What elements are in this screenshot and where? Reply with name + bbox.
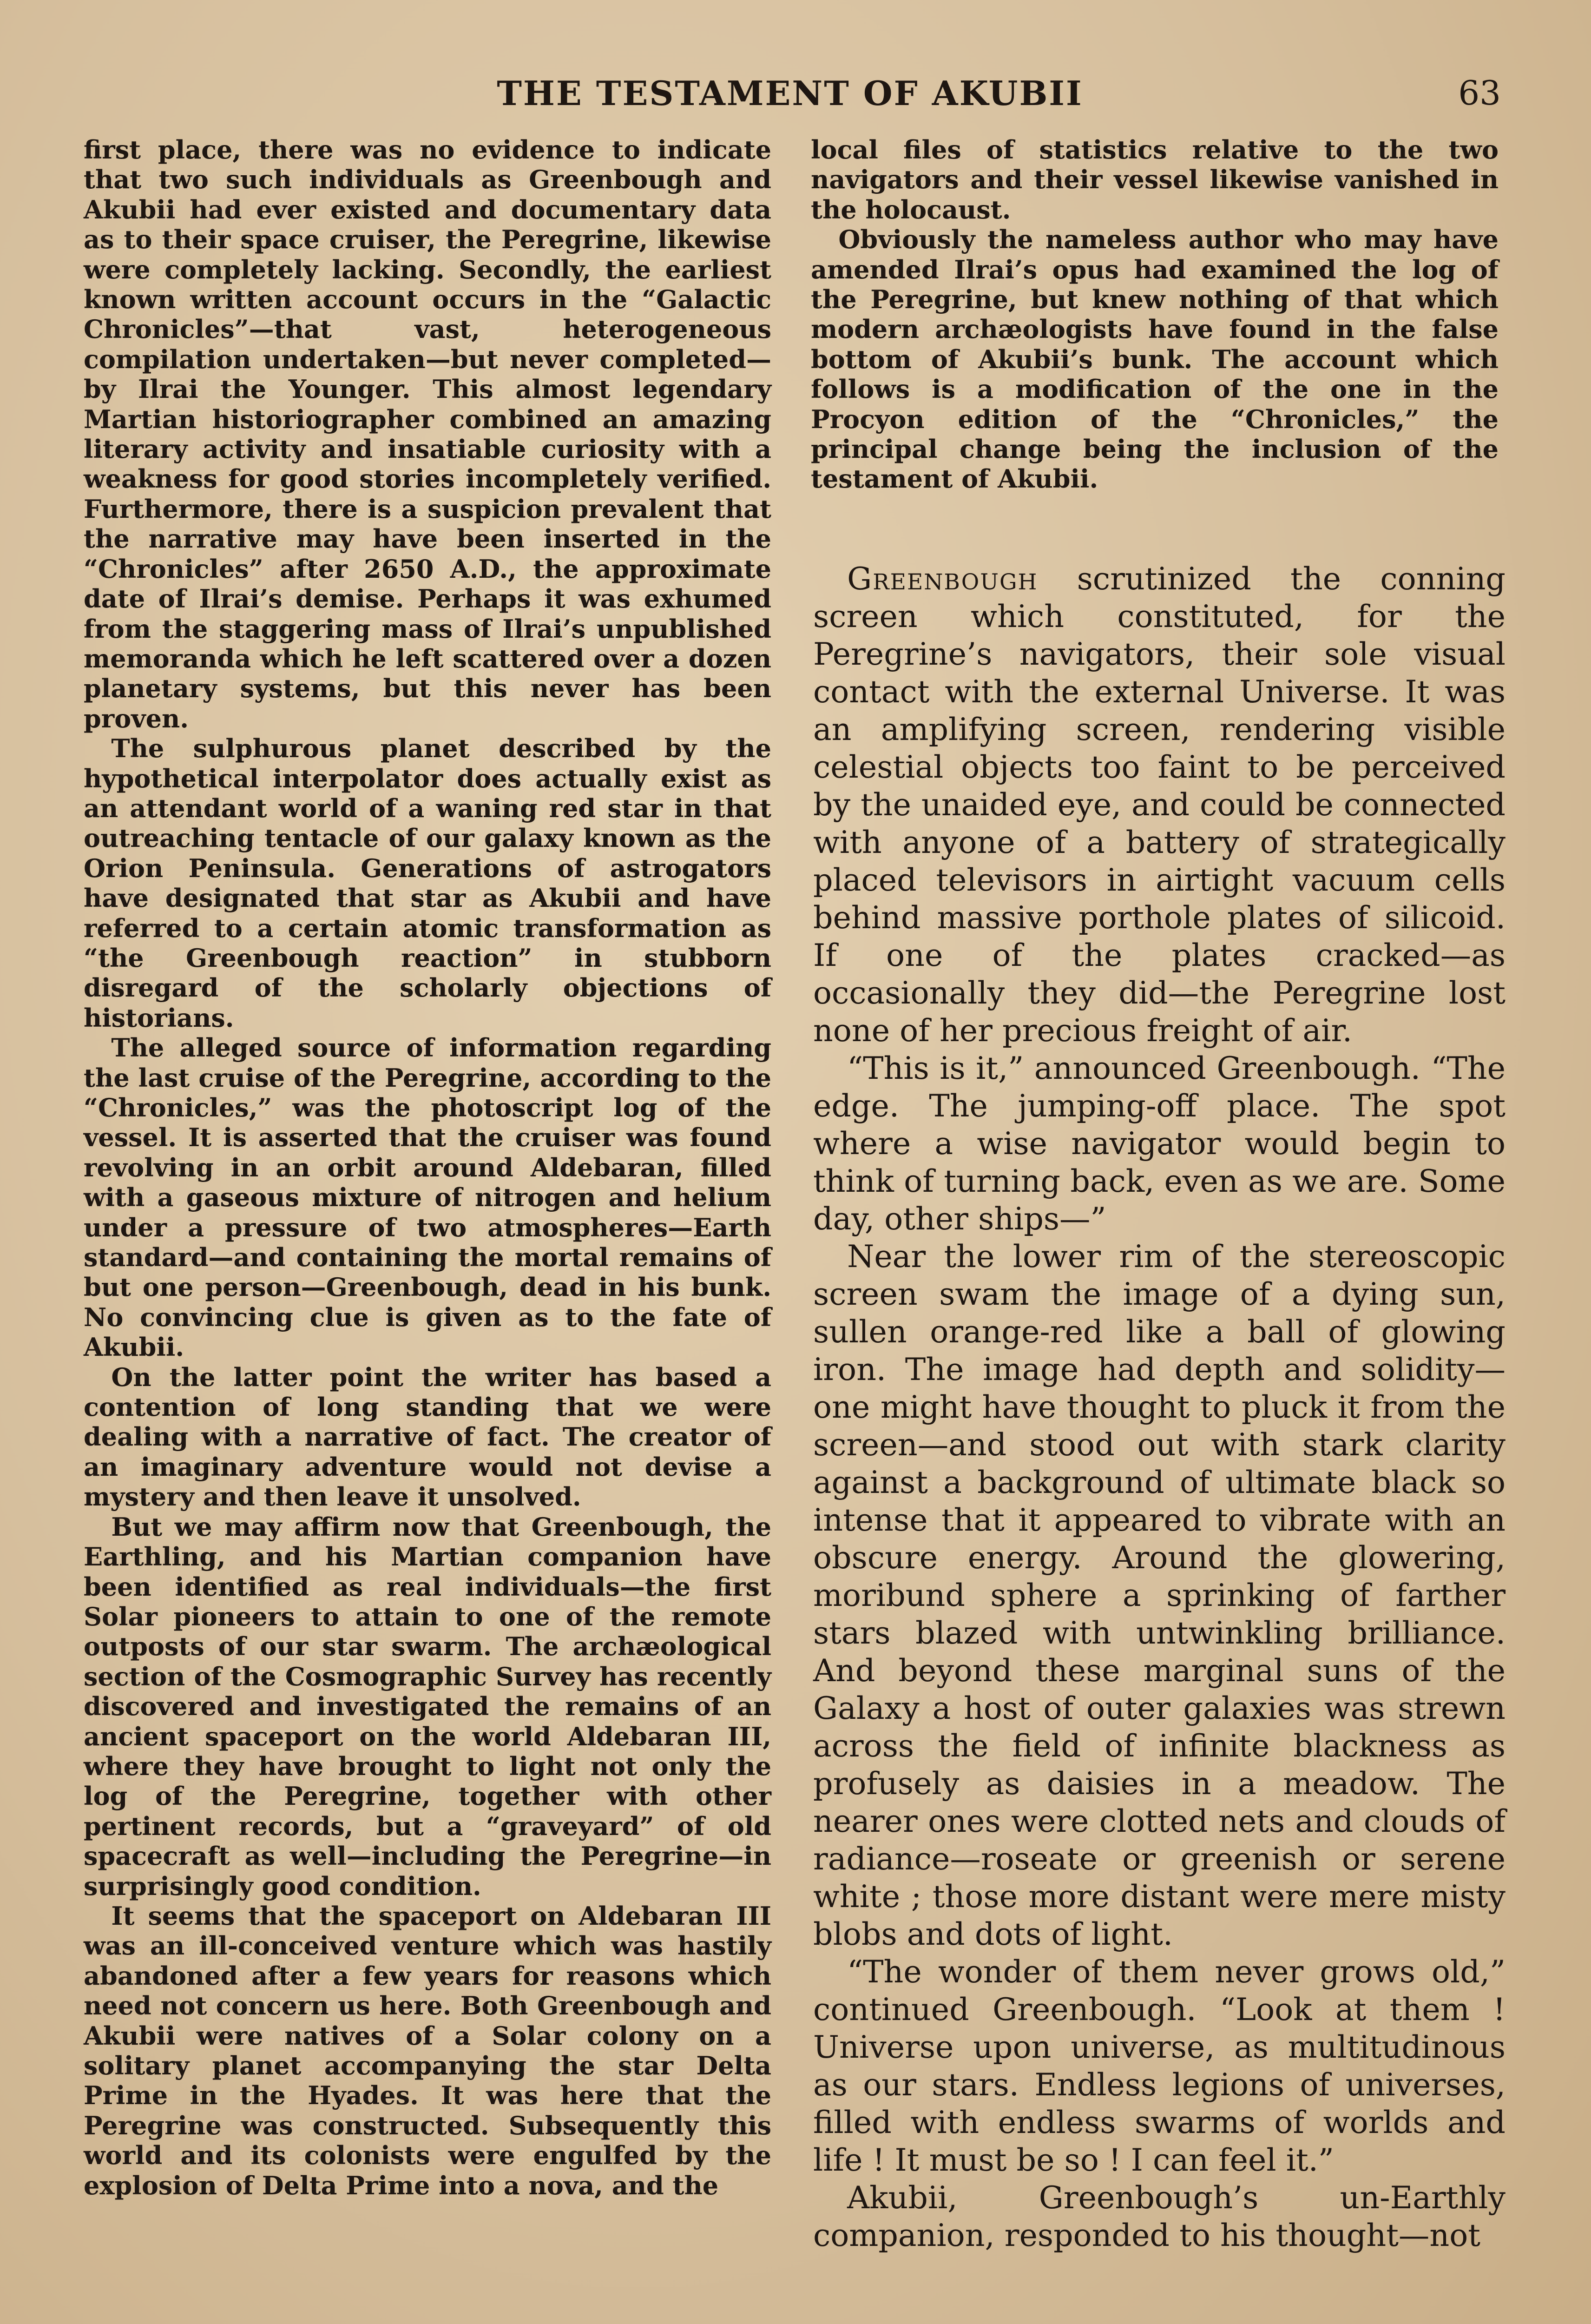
story-paragraph: “This is it,” announced Greenbough. “The edge. The jumping-off place. The spot where a wise navigator would begin to think of turning back, even as we are. Some day, other ships—” (813, 1050, 1506, 1237)
right-column-intro (811, 135, 1499, 494)
story-paragraph (813, 560, 1506, 1050)
story-text (813, 560, 1506, 2254)
paragraph: The sulphurous planet described by the hypothetical interpolator does actually exist as an attendant world of a waning red star in that outreaching tentacle of our galaxy known as the Orion Peninsula. Generations of astrogators have designated that star as Akubii and have referred to a certain atomic transformation as “the Greenbough reaction” in stubborn disregard of the scholarly objections of historians. (84, 733, 771, 1033)
paragraph: Obviously the nameless author who may have amended Ilrai’s opus had examined the log of the Peregrine, but knew nothing of that which modern archæologists have found in the false bottom of Akubii’s bunk. The account which follows is a modification of the one in the Procyon edition of the “Chronicles,” the principal change being the inclusion of the testament of Akubii. (811, 224, 1499, 494)
running-title: THE TESTAMENT OF AKUBII (497, 73, 1083, 113)
story-paragraph-text: scrutinized the conning screen which constituted, for the Peregrine’s navigators, their sole visual contact with the external Universe. It was an amplifying screen, rendering visible celestial objects too faint to be perceived by the unaided eye, and could be connected with anyone of a battery of strategically placed televisors in airtight vacuum cells behind massive porthole plates of silicoid. If one of the plates cracked—as occasionally they did—the Peregrine lost none of her precious freight of air. (813, 561, 1506, 1049)
paragraph: It seems that the spaceport on Aldebaran III was an ill-conceived venture which was hastily abandoned after a few years for reasons which need not concern us here. Both Greenbough and Akubii were natives of a Solar colony on a solitary planet accompanying the star Delta Prime in the Hyades. It was here that the Peregrine was constructed. Subsequently this world and its colonists were engulfed by the explosion of Delta Prime into a nova, and the (84, 1901, 771, 2200)
page-number: 63 (1458, 73, 1501, 112)
story-paragraph: “The wonder of them never grows old,” continued Greenbough. “Look at them ! Universe upon universe, as multitudinous as our stars. Endless legions of universes, filled with endless swarms of worlds and life ! It must be so ! I can feel it.” (813, 1954, 1506, 2178)
left-column (84, 135, 771, 2200)
paragraph: first place, there was no evidence to indicate that two such individuals as Greenbough and Akubii had ever existed and documentary data as to their space cruiser, the Peregrine, likewise were completely lacking. Secondly, the earliest known written account occurs in the “Galactic Chronicles”—that vast, heterogeneous compilation undertaken—but never completed—by Ilrai the Younger. This almost legendary Martian historiographer combined an amazing literary activity and insatiable curiosity with a weakness for good stories incompletely verified. Furthermore, there is a suspicion prevalent that the narrative may have been inserted in the “Chronicles” after 2650 A.D., the approximate date of Ilrai’s demise. Perhaps it was exhumed from the staggering mass of Ilrai’s unpublished memoranda which he left scattered over a dozen planetary systems, but this never has been proven. (84, 135, 771, 733)
paragraph: local files of statistics relative to the two navigators and their vessel likewise vanished in the holocaust. (811, 135, 1499, 224)
opening-word: Greenbough (847, 561, 1038, 597)
paragraph: But we may affirm now that Greenbough, the Earthling, and his Martian companion have been identified as real individuals—the first Solar pioneers to attain to one of the remote outposts of our star swarm. The archæological section of the Cosmographic Survey has recently discovered and investigated the remains of an ancient spaceport on the world Aldebaran III, where they have brought to light not only the log of the Peregrine, together with other pertinent records, but a “graveyard” of old spacecraft as well—including the Peregrine—in surprisingly good condition. (84, 1512, 771, 1901)
story-paragraph: Akubii, Greenbough’s un-Earthly companion, responded to his thought—not (813, 2179, 1506, 2253)
paragraph: The alleged source of information regarding the last cruise of the Peregrine, according to the “Chronicles,” was the photoscript log of the vessel. It is asserted that the cruiser was found revolving in an orbit around Aldebaran, filled with a gaseous mixture of nitrogen and helium under a pressure of two atmospheres—Earth standard—and containing the mortal remains of but one person—Greenbough, dead in his bunk. No convincing clue is given as to the fate of Akubii. (84, 1033, 771, 1362)
story-paragraph: Near the lower rim of the stereoscopic screen swam the image of a dying sun, sullen orange-red like a ball of glowing iron. The image had depth and solidity—one might have thought to pluck it from the screen—and stood out with stark clarity against a background of ultimate black so intense that it appeared to vibrate with an obscure energy. Around the glowering, moribund sphere a sprinking of farther stars blazed with untwinkling brilliance. And beyond these marginal suns of the Galaxy a host of outer galaxies was strewn across the field of infinite blackness as profusely as daisies in a meadow. The nearer ones were clotted nets and clouds of radiance—roseate or greenish or serene white ; those more distant were mere misty blobs and dots of light. (813, 1238, 1506, 1952)
page-header (79, 70, 1501, 121)
paragraph: On the latter point the writer has based a contention of long standing that we were dealing with a narrative of fact. The creator of an imaginary adventure would not devise a mystery and then leave it unsolved. (84, 1362, 771, 1512)
